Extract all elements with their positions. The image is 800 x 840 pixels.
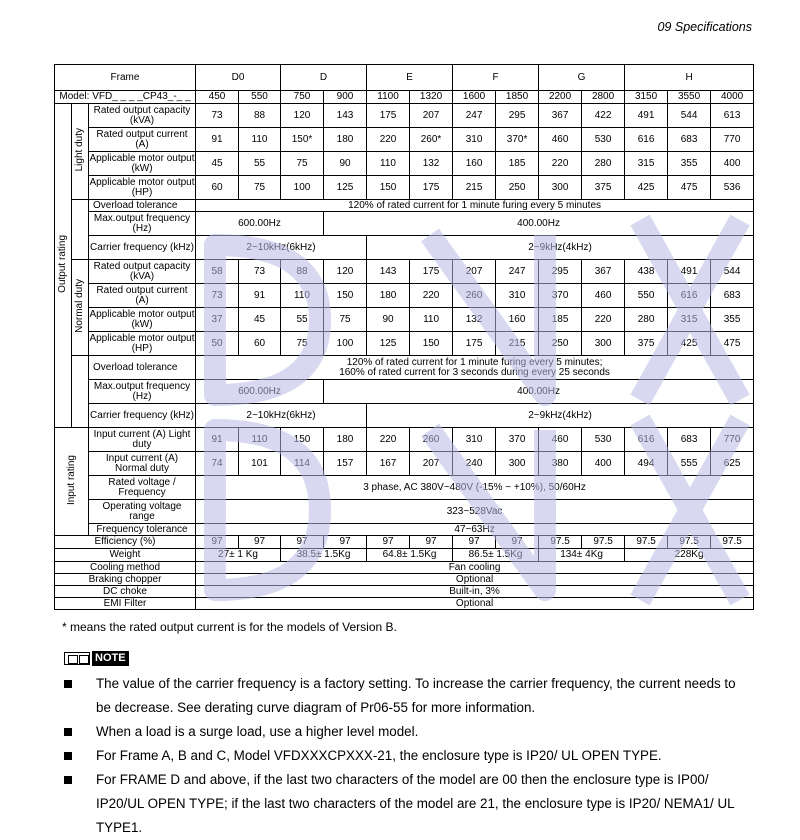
value-cell: 494 [625,452,668,476]
value-cell: 38.5± 1.5Kg [281,549,367,562]
output-rating-group-text: Output rating [57,235,68,293]
value-cell: 97 [324,536,367,549]
row-label: Rated output capacity (kVA) [89,260,196,284]
value-cell: 355 [711,308,754,332]
value-cell: 425 [625,176,668,200]
footnote: * means the rated output current is for the models of Version B. [62,620,397,634]
value-cell: 75 [239,176,281,200]
overload-line: 120% of rated current for 1 minute furing every 5 minutes; [346,356,603,368]
frame-header: E [367,65,453,91]
value-cell: 460 [539,128,582,152]
bullet-square-icon [64,728,72,736]
row-label: Rated voltage / Frequency [89,476,196,500]
value-cell: Optional [196,598,754,610]
output-rating-group [55,104,72,428]
value-cell: 175 [367,104,410,128]
value-cell: 180 [367,284,410,308]
value-cell: 114 [281,452,324,476]
value-cell: 250 [539,332,582,356]
value-cell: 110 [281,284,324,308]
value-cell: 530 [582,428,625,452]
value-cell: Fan cooling [196,562,754,574]
value-cell: 625 [711,452,754,476]
value-cell: 900 [324,91,367,104]
note-text: When a load is a surge load, use a higher level model. [96,724,419,739]
value-cell: 260 [453,284,496,308]
section-header: 09 Specifications [657,20,752,34]
value-cell: 150 [410,332,453,356]
value-cell: Optional [196,574,754,586]
operating-voltage-row [55,500,754,524]
light-current-row [55,128,754,152]
value-cell: 310 [453,128,496,152]
row-label: EMI Filter [55,598,196,610]
frame-header: H [625,65,754,91]
value-cell: 110 [367,152,410,176]
value-cell: 491 [668,260,711,284]
value-cell: 132 [410,152,453,176]
value-cell: 97.5 [625,536,668,549]
value-cell: 90 [367,308,410,332]
value-cell: 150* [281,128,324,152]
value-cell: 97.5 [582,536,625,549]
value-cell: 47~63Hz [196,524,754,536]
value-cell: 555 [668,452,711,476]
normal-duty-group-text: Normal duty [74,279,85,333]
value-cell: 550 [239,91,281,104]
value-cell: 683 [711,284,754,308]
freq-tolerance-row [55,524,754,536]
value-cell: 240 [453,452,496,476]
value-cell: 475 [668,176,711,200]
light-duty-group-text: Light duty [74,128,85,172]
note-label: NOTE [92,651,129,666]
note-heading [64,650,129,666]
normal-duty-blank [72,356,89,428]
bullet-square-icon [64,680,72,688]
light-duty-blank [72,200,89,260]
value-cell: 97.5 [711,536,754,549]
value-cell: 97.5 [668,536,711,549]
value-cell: 375 [625,332,668,356]
value-cell: 143 [367,260,410,284]
row-label: Overload tolerance [89,200,196,212]
bullet-square-icon [64,752,72,760]
value-cell: 300 [582,332,625,356]
value-cell: 220 [582,308,625,332]
value-cell: 544 [668,104,711,128]
input-rating-group-text: Input rating [65,454,77,506]
value-cell: 160 [453,152,496,176]
frame-row [55,65,754,91]
model-label: Model: VFD_ _ _ _CP43_-_ _ [55,91,196,104]
frame-header: F [453,65,539,91]
frame-header: D0 [196,65,281,91]
note-bullet [62,672,752,720]
value-cell: 616 [668,284,711,308]
value-cell: 150 [324,284,367,308]
value-cell: 37 [196,308,239,332]
value-cell: 475 [711,332,754,356]
value-cell: 310 [496,284,539,308]
row-label: Max.output frequency (Hz) [89,212,196,236]
value-cell: 60 [239,332,281,356]
value-cell: 45 [196,152,239,176]
value-cell: 97 [281,536,324,549]
value-cell: 97 [410,536,453,549]
value-cell: 3550 [668,91,711,104]
value-cell: 91 [196,128,239,152]
value-cell: 536 [711,176,754,200]
model-row [55,91,754,104]
normal-maxfreq-row [55,380,754,404]
normal-capacity-row [55,260,754,284]
light-hp-row [55,176,754,200]
value-cell: 75 [324,308,367,332]
bullet-square-icon [64,776,72,784]
value-cell: 110 [410,308,453,332]
row-label: Carrier frequency (kHz) [89,404,196,428]
value-cell: 120 [281,104,324,128]
value-cell: 4000 [711,91,754,104]
value-cell: 180 [324,428,367,452]
value-cell: 88 [239,104,281,128]
value-cell: 2~10kHz(6kHz) [196,404,367,428]
row-label: Weight [55,549,196,562]
light-maxfreq-row [55,212,754,236]
value-cell: 280 [582,152,625,176]
input-normal-row [55,452,754,476]
frame-header: G [539,65,625,91]
value-cell: 2200 [539,91,582,104]
value-cell: 215 [496,332,539,356]
note-bullet [62,720,752,744]
value-cell: Built-in, 3% [196,586,754,598]
value-cell: 207 [410,452,453,476]
value-cell: 450 [196,91,239,104]
value-cell: 90 [324,152,367,176]
value-cell: 295 [539,260,582,284]
value-cell: 375 [582,176,625,200]
row-label: Braking chopper [55,574,196,586]
value-cell: 370 [496,428,539,452]
value-cell: 97 [239,536,281,549]
value-cell: 215 [453,176,496,200]
value-cell: 58 [196,260,239,284]
value-cell: 1100 [367,91,410,104]
emi-row [55,598,754,610]
value-cell: 260* [410,128,453,152]
value-cell: 55 [239,152,281,176]
normal-hp-row [55,332,754,356]
row-label: Input current (A) Normal duty [89,452,196,476]
value-cell: 295 [496,104,539,128]
value-cell: 143 [324,104,367,128]
value-cell: 100 [281,176,324,200]
value-cell: 73 [196,284,239,308]
value-cell: 770 [711,428,754,452]
value-cell: 460 [539,428,582,452]
value-cell: 260 [410,428,453,452]
value-cell: 175 [453,332,496,356]
note-text: The value of the carrier frequency is a factory setting. To increase the carrier frequency, the current needs to be decrease. See derating curve diagram of Pr06-55 for more information. [96,676,736,715]
value-cell: 544 [711,260,754,284]
value-cell: 110 [239,428,281,452]
value-cell: 55 [281,308,324,332]
value-cell: 167 [367,452,410,476]
row-label: Rated output current (A) [89,284,196,308]
value-cell: 600.00Hz [196,212,324,236]
row-label: Cooling method [55,562,196,574]
value-cell: 613 [711,104,754,128]
value-cell: 100 [324,332,367,356]
value-cell: 400 [711,152,754,176]
value-cell: 45 [239,308,281,332]
row-label: Applicable motor output (kW) [89,153,195,174]
value-cell: 220 [367,428,410,452]
value-cell: 2~10kHz(6kHz) [196,236,367,260]
value-cell: 530 [582,128,625,152]
value-cell: 175 [410,260,453,284]
note-bullet [62,768,752,840]
row-label: Input current (A) Light duty [89,428,196,452]
value-cell: 91 [239,284,281,308]
value-cell: 600.00Hz [196,380,324,404]
value-cell: 2~9kHz(4kHz) [367,236,754,260]
row-label: Max.output frequency (Hz) [89,380,196,404]
value-cell: 74 [196,452,239,476]
value-cell: 425 [668,332,711,356]
value-cell: 370* [496,128,539,152]
row-label: DC choke [55,586,196,598]
note-text: For FRAME D and above, if the last two characters of the model are 00 then the enclosure type is IP00/ IP20/UL OPEN TYPE; if the last two characters of the model are 21, the enclosure type is IP20/ NEMA1/ UL TYPE1. [96,772,735,835]
specifications-table [54,64,754,610]
normal-duty-group [72,260,89,356]
value-cell: 110 [239,128,281,152]
row-label: Rated output current (A) [89,128,196,152]
value-cell: 60 [196,176,239,200]
value-cell: 616 [625,128,668,152]
normal-overload-row [55,356,754,380]
value-cell: 280 [625,308,668,332]
value-cell: 250 [496,176,539,200]
value-cell: 97 [196,536,239,549]
value-cell: 86.5± 1.5Kg [453,549,539,562]
value-cell: 207 [410,104,453,128]
value-cell: 616 [625,428,668,452]
value-cell [196,356,754,380]
row-label: Overload tolerance [89,356,196,380]
value-cell: 367 [582,260,625,284]
value-cell: 310 [453,428,496,452]
value-cell: 150 [367,176,410,200]
normal-carrier-row [55,404,754,428]
value-cell: 247 [453,104,496,128]
value-cell: 438 [625,260,668,284]
value-cell: 220 [539,152,582,176]
note-bullet [62,744,752,768]
frame-header: D [281,65,367,91]
light-overload-row [55,200,754,212]
row-label: Applicable motor output (HP) [89,177,195,198]
overload-line: 160% of rated current for 3 seconds during every 25 seconds [339,366,610,378]
value-cell: 370 [539,284,582,308]
value-cell: 2~9kHz(4kHz) [367,404,754,428]
value-cell: 683 [668,428,711,452]
value-cell: 750 [281,91,324,104]
value-cell: 73 [239,260,281,284]
light-carrier-row [55,236,754,260]
value-cell: 380 [539,452,582,476]
cooling-row [55,562,754,574]
value-cell: 300 [496,452,539,476]
value-cell: 247 [496,260,539,284]
value-cell: 175 [410,176,453,200]
value-cell: 207 [453,260,496,284]
value-cell: 180 [324,128,367,152]
braking-row [55,574,754,586]
rated-voltage-row [55,476,754,500]
normal-current-row [55,284,754,308]
weight-row [55,549,754,562]
light-duty-group [72,104,89,200]
value-cell: 125 [367,332,410,356]
value-cell: 315 [668,308,711,332]
value-cell: 400.00Hz [324,380,754,404]
value-cell: 120% of rated current for 1 minute furing every 5 minutes [196,200,754,212]
value-cell: 97 [453,536,496,549]
efficiency-row [55,536,754,549]
value-cell: 220 [410,284,453,308]
value-cell: 125 [324,176,367,200]
input-light-row [55,428,754,452]
value-cell: 88 [281,260,324,284]
row-label: Frequency tolerance [89,524,196,536]
value-cell: 132 [453,308,496,332]
value-cell: 228Kg [625,549,754,562]
value-cell: 300 [539,176,582,200]
value-cell: 460 [582,284,625,308]
value-cell: 491 [625,104,668,128]
value-cell: 185 [539,308,582,332]
note-text: For Frame A, B and C, Model VFDXXXCPXXX-21, the enclosure type is IP20/ UL OPEN TYPE. [96,748,662,763]
row-label: Applicable motor output (HP) [89,333,195,354]
value-cell: 1600 [453,91,496,104]
value-cell: 157 [324,452,367,476]
value-cell: 770 [711,128,754,152]
value-cell: 355 [668,152,711,176]
value-cell: 3150 [625,91,668,104]
value-cell: 134± 4Kg [539,549,625,562]
row-label: Carrier frequency (kHz) [89,236,196,260]
value-cell: 400 [582,452,625,476]
value-cell: 97 [496,536,539,549]
input-rating-group [55,428,89,536]
value-cell: 185 [496,152,539,176]
value-cell: 64.8± 1.5Kg [367,549,453,562]
row-label: Rated output capacity (kVA) [89,104,196,128]
value-cell: 73 [196,104,239,128]
value-cell: 367 [539,104,582,128]
value-cell: 97 [367,536,410,549]
value-cell: 683 [668,128,711,152]
value-cell: 315 [625,152,668,176]
value-cell: 3 phase, AC 380V~480V (-15% ~ +10%), 50/60Hz [196,476,754,500]
value-cell: 97.5 [539,536,582,549]
value-cell: 323~528Vac [196,500,754,524]
value-cell: 220 [367,128,410,152]
value-cell: 1850 [496,91,539,104]
value-cell: 422 [582,104,625,128]
value-cell: 550 [625,284,668,308]
value-cell: 75 [281,152,324,176]
value-cell: 120 [324,260,367,284]
value-cell: 2800 [582,91,625,104]
normal-kw-row [55,308,754,332]
light-kw-row [55,152,754,176]
row-label: Applicable motor output (kW) [89,309,195,330]
dc-choke-row [55,586,754,598]
value-cell: 1320 [410,91,453,104]
light-capacity-row [55,104,754,128]
value-cell: 75 [281,332,324,356]
value-cell: 91 [196,428,239,452]
value-cell: 160 [496,308,539,332]
row-label: Efficiency (%) [55,536,196,549]
value-cell: 101 [239,452,281,476]
note-list [62,672,752,840]
note-book-icon [64,652,90,665]
row-label: Operating voltage range [89,500,196,524]
frame-label: Frame [55,65,196,91]
value-cell: 150 [281,428,324,452]
value-cell: 27± 1 Kg [196,549,281,562]
value-cell: 400.00Hz [324,212,754,236]
value-cell: 50 [196,332,239,356]
